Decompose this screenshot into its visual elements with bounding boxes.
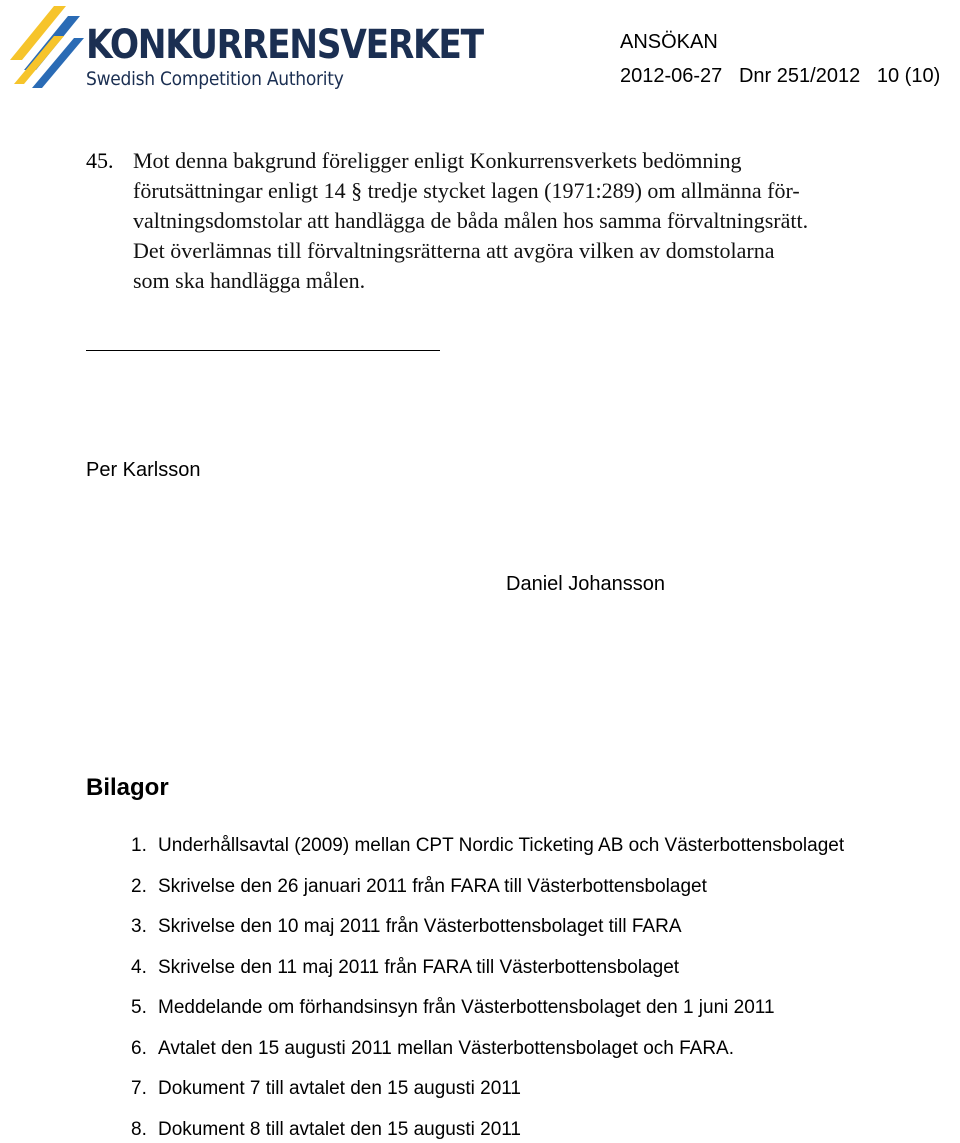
attachment-number: 8. — [131, 1119, 147, 1140]
attachment-number: 6. — [131, 1038, 147, 1059]
attachment-item — [131, 834, 844, 858]
paragraph-line: Det överlämnas till förvaltningsrätterna att avgöra vilken av domstolarna — [133, 238, 775, 263]
logo-tagline: Swedish Competition Authority — [86, 68, 344, 90]
attachment-text: Dokument 8 till avtalet den 15 augusti 2011 — [158, 1119, 521, 1140]
attachment-text: Dokument 7 till avtalet den 15 augusti 2011 — [158, 1078, 521, 1099]
attachment-text: Avtalet den 15 augusti 2011 mellan Västerbottensbolaget och FARA. — [158, 1038, 735, 1059]
signer-name-first: Per Karlsson — [86, 459, 201, 481]
attachment-item — [131, 1037, 734, 1061]
attachment-item — [131, 1077, 521, 1101]
attachment-text: Skrivelse den 26 januari 2011 från FARA till Västerbottensbolaget — [158, 876, 707, 897]
paragraph-text — [133, 146, 923, 296]
attachment-text: Meddelande om förhandsinsyn från Västerbottensbolaget den 1 juni 2011 — [158, 997, 775, 1018]
page-number: 10 (10) — [876, 65, 941, 87]
paragraph-line: som ska handlägga målen. — [133, 268, 366, 293]
attachment-item — [131, 996, 775, 1020]
konkurrensverket-logo — [4, 2, 483, 94]
logo-name: KONKURRENSVERKET — [86, 22, 483, 68]
signature-line — [86, 350, 440, 351]
document-dnr: Dnr 251/2012 — [738, 65, 861, 87]
paragraph-line: valtningsdomstolar att handlägga de båda målen hos samma förvaltningsrätt. — [133, 208, 809, 233]
attachment-number: 1. — [131, 835, 147, 856]
logo-stripes-icon — [4, 2, 84, 94]
attachments-heading: Bilagor — [86, 774, 169, 801]
attachment-text: Skrivelse den 11 maj 2011 från FARA till Västerbottensbolaget — [158, 957, 680, 978]
attachment-item — [131, 915, 682, 939]
attachment-number: 3. — [131, 916, 147, 937]
attachment-number: 5. — [131, 997, 147, 1018]
attachment-number: 4. — [131, 957, 147, 978]
attachment-item — [131, 956, 679, 980]
paragraph-number: 45. — [86, 148, 114, 173]
signer-name-second: Daniel Johansson — [506, 573, 665, 595]
document-meta — [620, 64, 940, 88]
attachment-text: Skrivelse den 10 maj 2011 från Västerbottensbolaget till FARA — [158, 916, 682, 937]
paragraph-line: Mot denna bakgrund föreligger enligt Konkurrensverkets bedömning — [133, 148, 742, 173]
attachment-item — [131, 1118, 521, 1142]
attachment-item — [131, 875, 707, 899]
document-date: 2012-06-27 — [620, 65, 723, 87]
attachment-number: 2. — [131, 876, 147, 897]
attachment-number: 7. — [131, 1078, 147, 1099]
attachment-text: Underhållsavtal (2009) mellan CPT Nordic Ticketing AB och Västerbottensbolaget — [158, 835, 845, 856]
document-type: ANSÖKAN — [620, 31, 718, 53]
paragraph-line: förutsättningar enligt 14 § tredje stycket lagen (1971:289) om allmänna för- — [133, 178, 800, 203]
